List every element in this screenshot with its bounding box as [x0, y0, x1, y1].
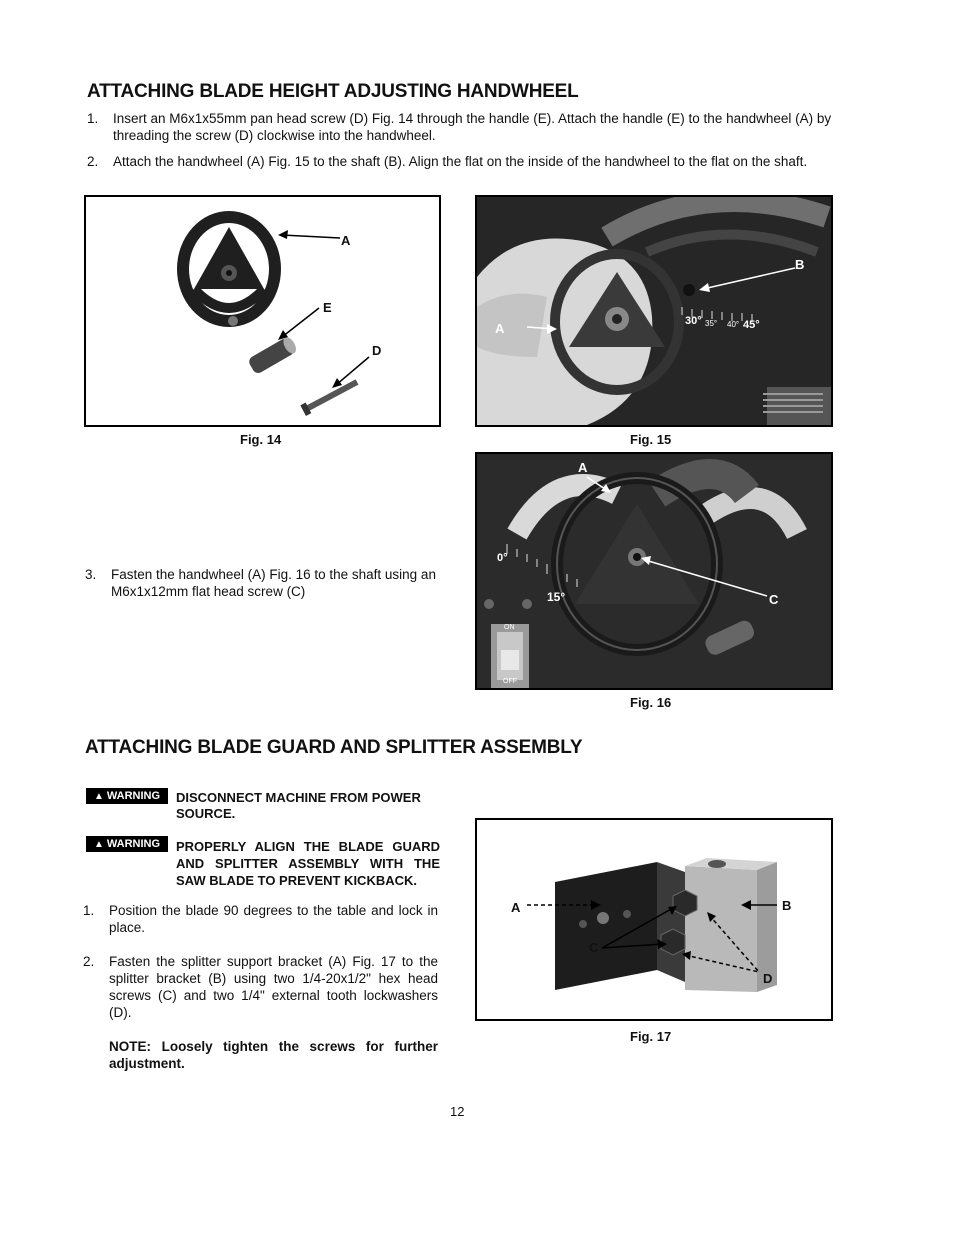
step-text: Attach the handwheel (A) Fig. 15 to the shaft (B). Align the flat on the inside of the handwheel to the flat on the shaft. [113, 154, 808, 169]
label-a: A [341, 233, 351, 248]
caption-fig-14: Fig. 14 [240, 432, 282, 447]
warning-triangle-icon: ▲ [93, 838, 104, 850]
warning-text: DISCONNECT MACHINE FROM POWER SOURCE. [176, 790, 421, 821]
figure-16 [475, 452, 833, 690]
guard-step-1 [83, 902, 438, 938]
scale-40: 40° [727, 320, 740, 329]
switch-off-label: OFF [503, 678, 517, 685]
label-c: C [589, 940, 599, 955]
step-text: Position the blade 90 degrees to the table and lock in place. [109, 903, 438, 935]
label-a: A [511, 900, 521, 915]
step-number: 3. [85, 567, 97, 582]
caption-fig-16: Fig. 16 [630, 695, 672, 710]
figure-14 [84, 195, 441, 427]
figure-15 [475, 195, 833, 427]
scale-15: 15° [547, 590, 566, 604]
label-d: D [763, 971, 773, 986]
step-number: 1. [87, 111, 99, 126]
figure-17 [475, 818, 833, 1021]
step-3 [85, 566, 440, 602]
splitter-bracket-illustration [477, 820, 831, 1019]
section-title-blade-guard: ATTACHING BLADE GUARD AND SPLITTER ASSEMBLY [85, 737, 583, 758]
note-text: NOTE: Loosely tighten the screws for further adjustment. [109, 1039, 438, 1071]
section-title-handwheel: ATTACHING BLADE HEIGHT ADJUSTING HANDWHEEL [87, 81, 579, 102]
page-number: 12 [450, 1104, 465, 1119]
scale-45: 45° [743, 319, 760, 331]
step-number: 2. [87, 154, 99, 169]
label-b: B [795, 257, 805, 272]
step-number: 2. [83, 954, 95, 969]
step-text: Fasten the handwheel (A) Fig. 16 to the shaft using an M6x1x12mm flat head screw (C) [111, 567, 436, 599]
label-b: B [782, 898, 792, 913]
warning-badge: ▲ WARNING [86, 836, 168, 852]
switch-on-label: ON [504, 624, 515, 631]
warning-triangle-icon: ▲ [93, 790, 104, 802]
label-a: A [495, 321, 505, 336]
warning-text: PROPERLY ALIGN THE BLADE GUARD AND SPLITTER ASSEMBLY WITH THE SAW BLADE TO PREVENT KICKBACK. [176, 839, 440, 888]
warning-badge: ▲ WARNING [86, 788, 168, 804]
step-text: Fasten the splitter support bracket (A) Fig. 17 to the splitter bracket (B) using two 1/4-20x1/2" hex head screws (C) and two 1/4" external tooth lockwashers (D). [109, 954, 438, 1020]
label-d: D [372, 343, 382, 358]
handwheel-parts-illustration [86, 197, 439, 425]
caption-fig-17: Fig. 17 [630, 1029, 672, 1044]
handwheel-on-shaft-photo [477, 197, 831, 425]
label-e: E [323, 300, 332, 315]
scale-30: 30° [685, 315, 702, 327]
handwheel-fastened-photo [477, 454, 831, 688]
caption-fig-15: Fig. 15 [630, 432, 672, 447]
step-text: Insert an M6x1x55mm pan head screw (D) Fig. 14 through the handle (E). Attach the handle (E) to the handwheel (A) by threading the screw (D) clockwise into the handwheel. [113, 111, 832, 143]
scale-0: 0° [497, 552, 508, 564]
scale-35: 35° [705, 319, 718, 328]
step-number: 1. [83, 903, 95, 918]
guard-step-2 [83, 953, 438, 1025]
step-2 [87, 153, 847, 173]
label-a: A [578, 460, 588, 475]
step-1 [87, 110, 837, 146]
label-c: C [769, 592, 779, 607]
